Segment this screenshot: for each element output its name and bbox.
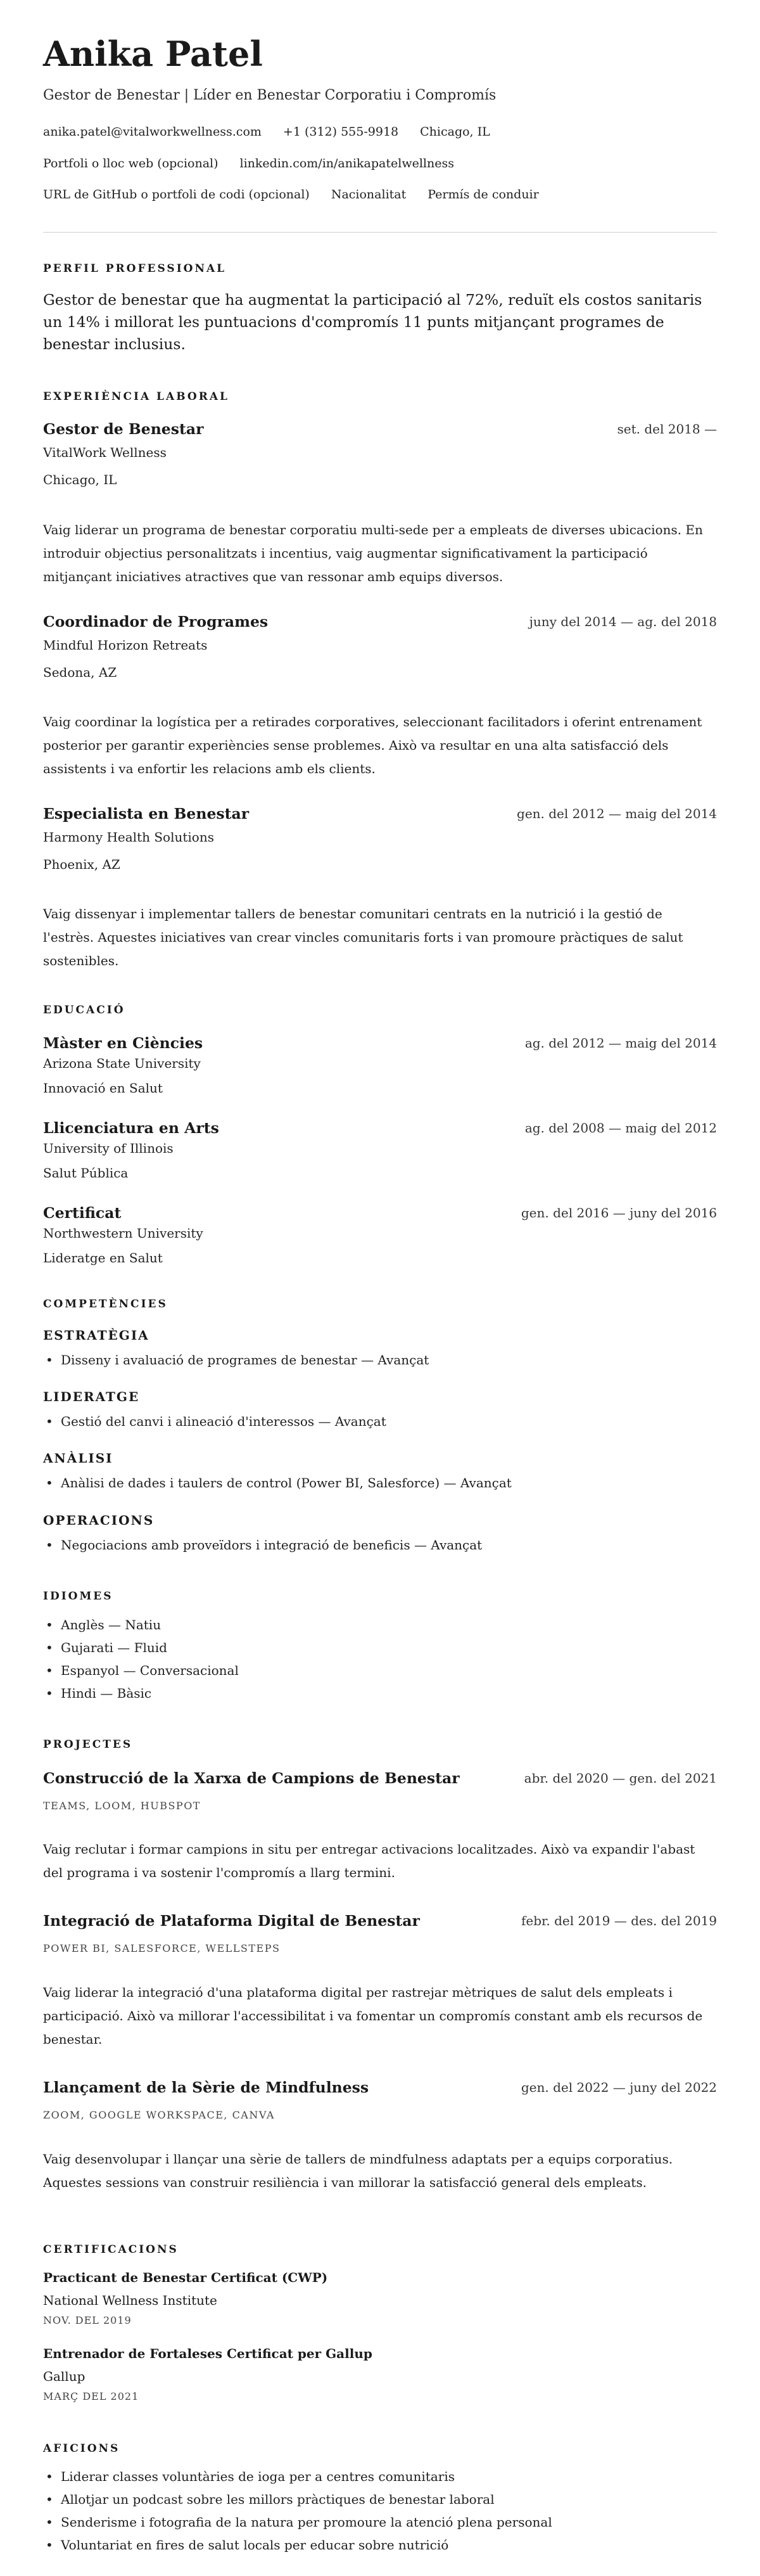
school-name: Northwestern University [43, 1226, 203, 1241]
job-company: VitalWork Wellness [43, 445, 167, 461]
degree-title: Certificat [43, 1204, 122, 1222]
degree-field: Lideratge en Salut [43, 1250, 163, 1266]
contact-location: Chicago, IL [420, 125, 490, 139]
project-date: gen. del 2022 — juny del 2022 [521, 2080, 717, 2095]
language-item: • Hindi — Bàsic [61, 1682, 735, 1705]
language-item: • Gujarati — Fluid [61, 1636, 735, 1659]
contact-github[interactable]: URL de GitHub o portfoli de codi (opcional) [43, 188, 310, 202]
experience-item [43, 613, 717, 680]
contact-license: Permís de conduir [428, 188, 539, 202]
job-location: Phoenix, AZ [43, 857, 120, 873]
school-name: University of Illinois [43, 1141, 174, 1157]
degree-title: Màster en Ciències [43, 1034, 203, 1052]
candidate-name: Anika Patel [43, 34, 263, 74]
skill-item: • Disseny i avaluació de programes de benestar — Avançat [61, 1349, 735, 1371]
candidate-headline: Gestor de Benestar | Líder en Benestar Corporatiu i Compromís [43, 87, 497, 103]
contact-phone[interactable]: +1 (312) 555-9918 [282, 125, 399, 139]
contact-portfolio[interactable]: Portfoli o lloc web (opcional) [43, 157, 218, 170]
hobby-item: • Liderar classes voluntàries de ioga per a centres comunitaris [61, 2465, 735, 2488]
job-description: Vaig liderar un programa de benestar corporatiu multi-sede per a empleats de diverses ubicacions. En introduir objectius personalitzats i incentius, vaig augmentar significativament la participació mitjançant iniciatives atractives que van ressonar amb equips diversos. [43, 522, 703, 584]
section-title-projects: PROJECTES [43, 1738, 133, 1751]
section-title-experience: EXPERIÈNCIA LABORAL [43, 390, 229, 403]
job-date: set. del 2018 — [617, 421, 717, 437]
education-item [43, 1204, 717, 1266]
certification-issuer: National Wellness Institute [43, 2293, 217, 2308]
skill-list [43, 1410, 735, 1433]
certification-issuer: Gallup [43, 2369, 86, 2384]
contact-row-2 [43, 157, 476, 171]
certification-date: MARÇ DEL 2021 [43, 2390, 139, 2402]
certification-name: Entrenador de Fortaleses Certificat per Gallup [43, 2346, 372, 2361]
contact-row-1 [43, 125, 512, 139]
job-date: gen. del 2012 — maig del 2014 [517, 806, 717, 821]
contact-nationality: Nacionalitat [331, 188, 407, 202]
profile-summary: Gestor de benestar que ha augmentat la participació al 72%, reduït els costos sanitaris un 14% i millorat les puntuacions d'compromís 11 punts mitjançant programes de benestar inclusius. [43, 291, 702, 353]
hobby-item: • Voluntariat en fires de salut locals per educar sobre nutrició [61, 2534, 735, 2556]
project-name: Integració de Plataforma Digital de Benestar [43, 1912, 420, 1930]
project-item [43, 1769, 717, 1812]
degree-date: gen. del 2016 — juny del 2016 [521, 1205, 717, 1221]
experience-item [43, 420, 717, 487]
section-title-certifications: CERTIFICACIONS [43, 2243, 179, 2256]
skill-category: ESTRATÈGIA [43, 1328, 149, 1343]
language-item: • Espanyol — Conversacional [61, 1659, 735, 1682]
contact-email[interactable]: anika.patel@vitalworkwellness.com [43, 125, 262, 139]
section-title-profile: PERFIL PROFESSIONAL [43, 262, 227, 275]
job-date: juny del 2014 — ag. del 2018 [529, 614, 717, 629]
project-description: Vaig reclutar i formar campions in situ per entregar activacions localitzades. Això va expandir l'abast del programa i va sostenir l'compromís a llarg termini. [43, 1842, 695, 1880]
hobby-list [43, 2465, 735, 2556]
hobby-item: • Allotjar un podcast sobre les millors pràctiques de benestar laboral [61, 2488, 735, 2511]
education-item [43, 1119, 717, 1181]
certification-date: NOV. DEL 2019 [43, 2314, 132, 2326]
project-tags: ZOOM, GOOGLE WORKSPACE, CANVA [43, 2109, 275, 2122]
skill-category: LIDERATGE [43, 1389, 140, 1404]
certification-name: Practicant de Benestar Certificat (CWP) [43, 2270, 328, 2285]
job-location: Chicago, IL [43, 472, 117, 488]
job-company: Mindful Horizon Retreats [43, 638, 208, 653]
experience-item [43, 805, 717, 872]
job-company: Harmony Health Solutions [43, 830, 214, 845]
skill-item: • Anàlisi de dades i taulers de control (Power BI, Salesforce) — Avançat [61, 1471, 735, 1494]
language-item: • Anglès — Natiu [61, 1613, 735, 1636]
project-name: Llançament de la Sèrie de Mindfulness [43, 2079, 369, 2096]
language-list [43, 1613, 735, 1705]
project-date: febr. del 2019 — des. del 2019 [521, 1913, 717, 1928]
job-title: Especialista en Benestar [43, 805, 250, 823]
project-description: Vaig liderar la integració d'una plataforma digital per rastrejar mètriques de salut dels empleats i participació. Això va millorar l'accessibilitat i va fomentar un compromís constant amb els recursos de benestar. [43, 1985, 703, 2047]
skill-category: ANÀLISI [43, 1451, 113, 1466]
contact-linkedin[interactable]: linkedin.com/in/anikapatelwellness [239, 157, 454, 170]
degree-field: Innovació en Salut [43, 1080, 163, 1096]
project-date: abr. del 2020 — gen. del 2021 [524, 1771, 717, 1786]
degree-date: ag. del 2008 — maig del 2012 [524, 1120, 717, 1136]
skill-list [43, 1349, 735, 1371]
skill-list [43, 1471, 735, 1494]
degree-field: Salut Pública [43, 1165, 129, 1181]
section-title-hobbies: AFICIONS [43, 2442, 120, 2455]
hobby-item: • Senderisme i fotografia de la natura per promoure la atenció plena personal [61, 2511, 735, 2534]
certification-item [43, 2346, 717, 2402]
job-title: Coordinador de Programes [43, 613, 269, 631]
project-tags: POWER BI, SALESFORCE, WELLSTEPS [43, 1942, 281, 1955]
project-name: Construcció de la Xarxa de Campions de Benestar [43, 1769, 460, 1787]
skill-list [43, 1534, 735, 1556]
section-title-education: EDUCACIÓ [43, 1004, 125, 1016]
skill-item: • Gestió del canvi i alineació d'interessos — Avançat [61, 1410, 735, 1433]
project-description: Vaig desenvolupar i llançar una sèrie de tallers de mindfulness adaptats per a equips corporatius. Aquestes sessions van construir resiliència i van millorar la satisfacció general dels empleats. [43, 2151, 673, 2190]
certification-item [43, 2270, 717, 2326]
skill-item: • Negociacions amb proveïdors i integració de beneficis — Avançat [61, 1534, 735, 1556]
project-item [43, 1912, 717, 1954]
skill-category: OPERACIONS [43, 1513, 155, 1528]
project-tags: TEAMS, LOOM, HUBSPOT [43, 1800, 201, 1812]
school-name: Arizona State University [43, 1056, 201, 1072]
degree-date: ag. del 2012 — maig del 2014 [524, 1035, 717, 1051]
education-item [43, 1034, 717, 1096]
job-description: Vaig dissenyar i implementar tallers de benestar comunitari centrats en la nutrició i la gestió de l'estrès. Aquestes iniciatives van crear vincles comunitaris forts i van promoure pràctiques de salut sostenibles. [43, 906, 683, 968]
header-divider [43, 232, 717, 233]
job-location: Sedona, AZ [43, 665, 117, 681]
degree-title: Llicenciatura en Arts [43, 1119, 219, 1137]
section-title-languages: IDIOMES [43, 1590, 113, 1603]
section-title-skills: COMPETÈNCIES [43, 1298, 168, 1310]
job-title: Gestor de Benestar [43, 420, 204, 438]
job-description: Vaig coordinar la logística per a retirades corporatives, seleccionant facilitadors i oferint entrenament posterior per garantir experiències sense problemes. Això va resultar en una alta satisfacció dels assistents i va enfortir les relacions amb els clients. [43, 714, 702, 776]
project-item [43, 2079, 717, 2121]
contact-row-3 [43, 188, 560, 202]
